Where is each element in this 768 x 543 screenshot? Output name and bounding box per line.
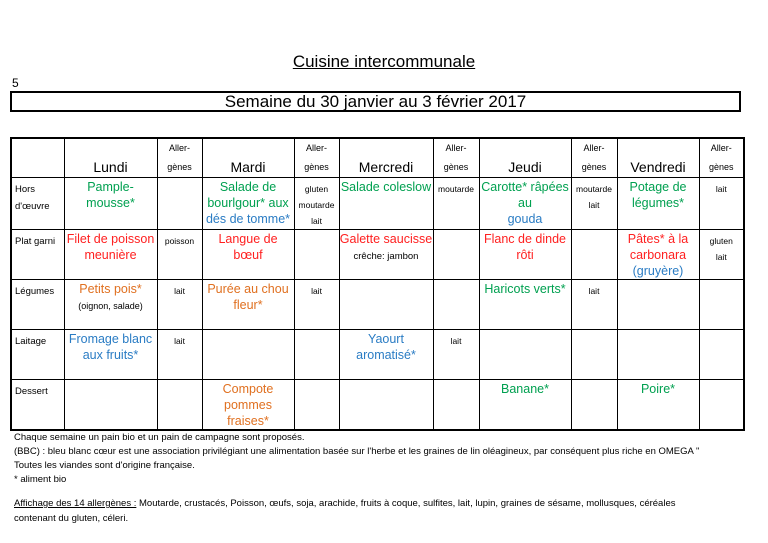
dish-vendredi-hors-oeuvre: Potage de légumes* [617,178,699,230]
allergens-footer-text: Moutarde, crustacés, Poisson, œufs, soja, arachide, fruits à coque, sulfites, lait, lupin, graines de sésame, mollusques, céréales contenant du gluten, céleri. [14,498,676,524]
dish-lundi-laitage: Fromage blanc aux fruits* [64,330,157,380]
allergens-cell [571,330,617,380]
row-plat [11,230,744,280]
menu-table [10,137,745,431]
dish-mercredi-laitage: Yaourt aromatisé* [339,330,433,380]
allergens-cell [433,280,479,330]
dish-jeudi-laitage [479,330,571,380]
note-line: (BBC) : bleu blanc cœur est une association privilégiant une alimentation basée sur l'herbe et les graines de lin oléagineux, par conséquent plus riche en OMEGA " [14,446,700,457]
row-legumes [11,280,744,330]
dish-jeudi-plat: Flanc de dinde rôti [479,230,571,280]
dish-lundi-plat: Filet de poisson meunière [64,230,157,280]
day-header-mercredi: Mercredi [339,138,433,178]
allergens-cell: lait [157,280,202,330]
page-number: 5 [12,76,19,90]
row-label-dessert: Dessert [11,380,64,431]
allergens-cell: lait [433,330,479,380]
allergens-cell [294,330,339,380]
allergens-cell [571,380,617,431]
allergens-cell: gluten moutarde lait [294,178,339,230]
allergens-cell: lait [571,280,617,330]
dish-jeudi-hors-oeuvre: Carotte* râpées au gouda [479,178,571,230]
dish-vendredi-dessert: Poire* [617,380,699,431]
allergens-cell [433,380,479,431]
row-hors-oeuvre [11,178,744,230]
allergens-cell: lait [157,330,202,380]
note-line: Toutes les viandes sont d'origine française. [14,460,195,471]
allergens-header: Aller- gènes [571,138,617,178]
allergens-cell: moutarde lait [571,178,617,230]
allergens-cell [294,230,339,280]
note-line: * aliment bio [14,474,67,485]
dish-mercredi-legumes [339,280,433,330]
dish-jeudi-dessert: Banane* [479,380,571,431]
note-line: Chaque semaine un pain bio et un pain de campagne sont proposés. [14,432,305,443]
allergens-cell [699,380,744,431]
dish-mercredi-hors-oeuvre: Salade coleslow [339,178,433,230]
allergens-cell: moutarde [433,178,479,230]
dish-vendredi-laitage [617,330,699,380]
table-header-row [11,138,744,178]
allergens-cell [294,380,339,431]
allergens-cell: lait [699,178,744,230]
allergens-header: Aller- gènes [157,138,202,178]
allergens-cell [571,230,617,280]
allergens-cell [699,280,744,330]
dish-mardi-legumes: Purée au chou fleur* [202,280,294,330]
row-laitage [11,330,744,380]
row-label-plat: Plat garni [11,230,64,280]
row-label-hors-oeuvre: Hors d'œuvre [11,178,64,230]
allergens-footer [14,496,704,526]
dish-jeudi-legumes: Haricots verts* [479,280,571,330]
dish-mardi-laitage [202,330,294,380]
allergens-header: Aller- gènes [699,138,744,178]
notes-block [14,431,754,487]
document-title: Cuisine intercommunale [292,52,476,71]
corner-cell [11,138,64,178]
allergens-cell [157,178,202,230]
day-header-vendredi: Vendredi [617,138,699,178]
allergens-cell: gluten lait [699,230,744,280]
dish-mardi-plat: Langue de bœuf [202,230,294,280]
dish-vendredi-legumes [617,280,699,330]
allergens-cell [433,230,479,280]
allergens-header: Aller- gènes [433,138,479,178]
week-banner: Semaine du 30 janvier au 3 février 2017 [10,91,741,112]
dish-lundi-dessert [64,380,157,431]
allergens-cell [157,380,202,431]
row-label-laitage: Laitage [11,330,64,380]
dish-vendredi-plat: Pâtes* à la carbonara (gruyère) [617,230,699,280]
allergens-cell: lait [294,280,339,330]
day-header-lundi: Lundi [64,138,157,178]
dish-mardi-hors-oeuvre: Salade de bourlgour* aux dés de tomme* [202,178,294,230]
allergens-footer-label: Affichage des 14 allergènes : [14,498,137,509]
allergens-header: Aller- gènes [294,138,339,178]
row-label-legumes: Légumes [11,280,64,330]
dish-mercredi-dessert [339,380,433,431]
day-header-mardi: Mardi [202,138,294,178]
dish-mercredi-plat: Galette saucisse crêche: jambon [339,230,433,280]
dish-lundi-legumes: Petits pois* (oignon, salade) [64,280,157,330]
dish-lundi-hors-oeuvre: Pample-mousse* [64,178,157,230]
day-header-jeudi: Jeudi [479,138,571,178]
allergens-cell: poisson [157,230,202,280]
allergens-cell [699,330,744,380]
dish-mardi-dessert: Compote pommes fraises* [202,380,294,431]
row-dessert [11,380,744,431]
